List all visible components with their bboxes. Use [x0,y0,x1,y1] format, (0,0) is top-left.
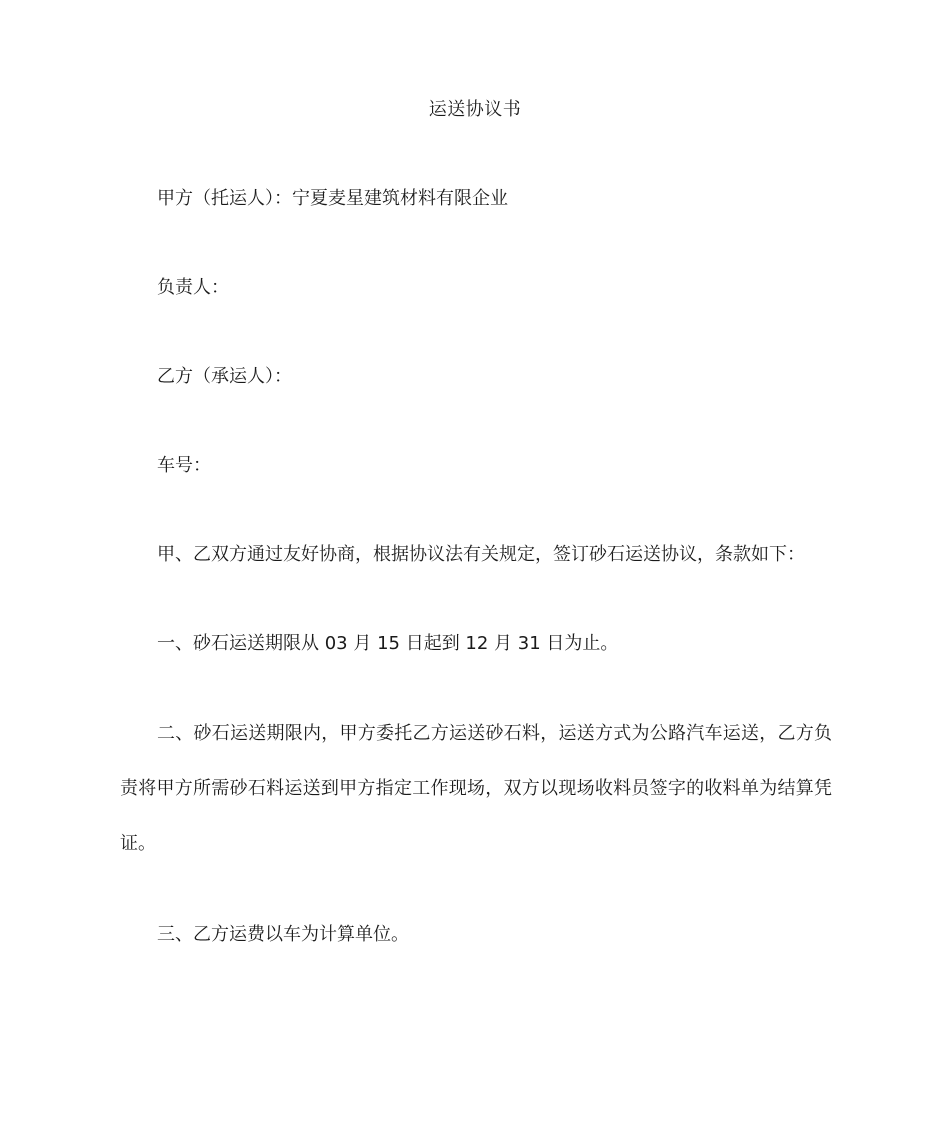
clause-1: 一、砂石运送期限从 03 月 15 日起到 12 月 31 日为止。 [157,633,619,654]
vehicle-number-line: 车号： [157,455,211,476]
party-b-line: 乙方（承运人）： [157,366,292,387]
preamble-paragraph: 甲、乙双方通过友好协商，根据协议法有关规定，签订砂石运送协议，条款如下： [157,544,805,565]
clause-3: 三、乙方运费以车为计算单位。 [157,924,409,945]
clause-2: 二、砂石运送期限内，甲方委托乙方运送砂石料，运送方式为公路汽车运送，乙方负责将甲方所需砂石料运送到甲方指定工作现场，双方以现场收料员签字的收料单为结算凭证。 [120,723,832,854]
document-title: 运送协议书 [428,99,522,120]
party-a-line: 甲方（托运人）：宁夏麦星建筑材料有限企业 [157,188,508,209]
responsible-person-line: 负责人： [157,277,229,298]
